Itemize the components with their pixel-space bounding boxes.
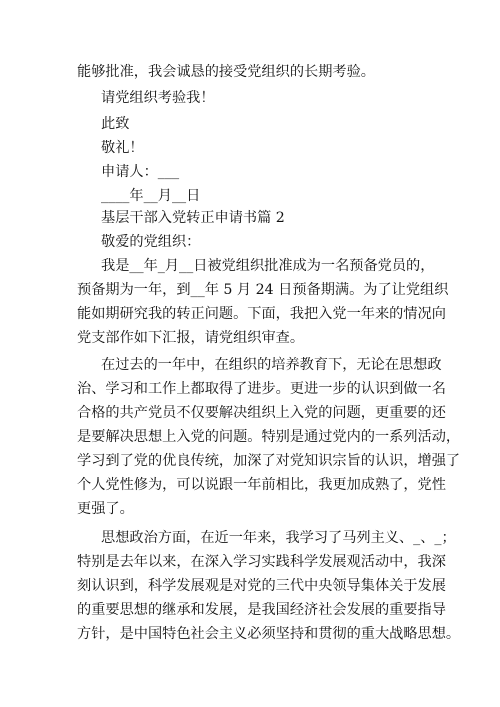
paragraph-line: 在过去的一年中，在组织的培养教育下，无论在思想政 [101, 357, 442, 373]
paragraph-line: 的重要思想的继承和发展，是我国经济社会发展的重要指导 [77, 602, 446, 618]
paragraph-line: 合格的共产党员不仅要解决组织上入党的问题，更重要的还 [77, 405, 446, 421]
intro-line: 请党组织考验我！ [101, 90, 215, 106]
paragraph-line: 学习到了党的优良传统，加深了对党知识宗旨的认识，增强了 [77, 453, 461, 469]
intro-line: 此致 [101, 116, 130, 132]
paragraph-line: 个人党性修为，可以说跟一年前相比，我更加成熟了，党性 [77, 477, 446, 493]
signature-line: 申请人：___ [101, 164, 180, 180]
paragraph-line: 我是__年_月__日被党组织批准成为一名预备党员的， [101, 258, 435, 274]
paragraph-line: 刻认识到，科学发展观是对党的三代中央领导集体关于发展 [77, 578, 446, 594]
paragraph-line: 方针，是中国特色社会主义必须坚持和贯彻的重大战略思想。 [77, 626, 461, 642]
intro-line: 敬礼！ [101, 140, 144, 156]
paragraph-line: 特别是去年以来，在深入学习实践科学发展观活动中，我深 [77, 554, 446, 570]
paragraph-line: 治、学习和工作上都取得了进步。更进一步的认识到做一名 [77, 381, 446, 397]
paragraph-line: 党支部作如下汇报，请党组织审查。 [77, 330, 305, 346]
paragraph-line: 能如期研究我的转正问题。下面，我把入党一年来的情况向 [77, 306, 446, 322]
salutation: 敬爱的党组织： [101, 234, 201, 250]
intro-line: 能够批准，我会诚恳的接受党组织的长期考验。 [77, 64, 375, 80]
paragraph-line: 思想政治方面，在近一年来，我学习了马列主义、_、_； [101, 530, 456, 546]
paragraph-line: 更强了。 [77, 501, 134, 517]
paragraph-line: 是要解决思想上入党的问题。特别是通过党内的一系列活动， [77, 429, 461, 445]
date-line: ____年__月__日 [101, 188, 201, 204]
paragraph-line: 预备期为一年，到__年 5 月 24 日预备期满。为了让党组织 [77, 282, 449, 298]
section-title: 基层干部入党转正申请书篇 2 [101, 210, 285, 226]
